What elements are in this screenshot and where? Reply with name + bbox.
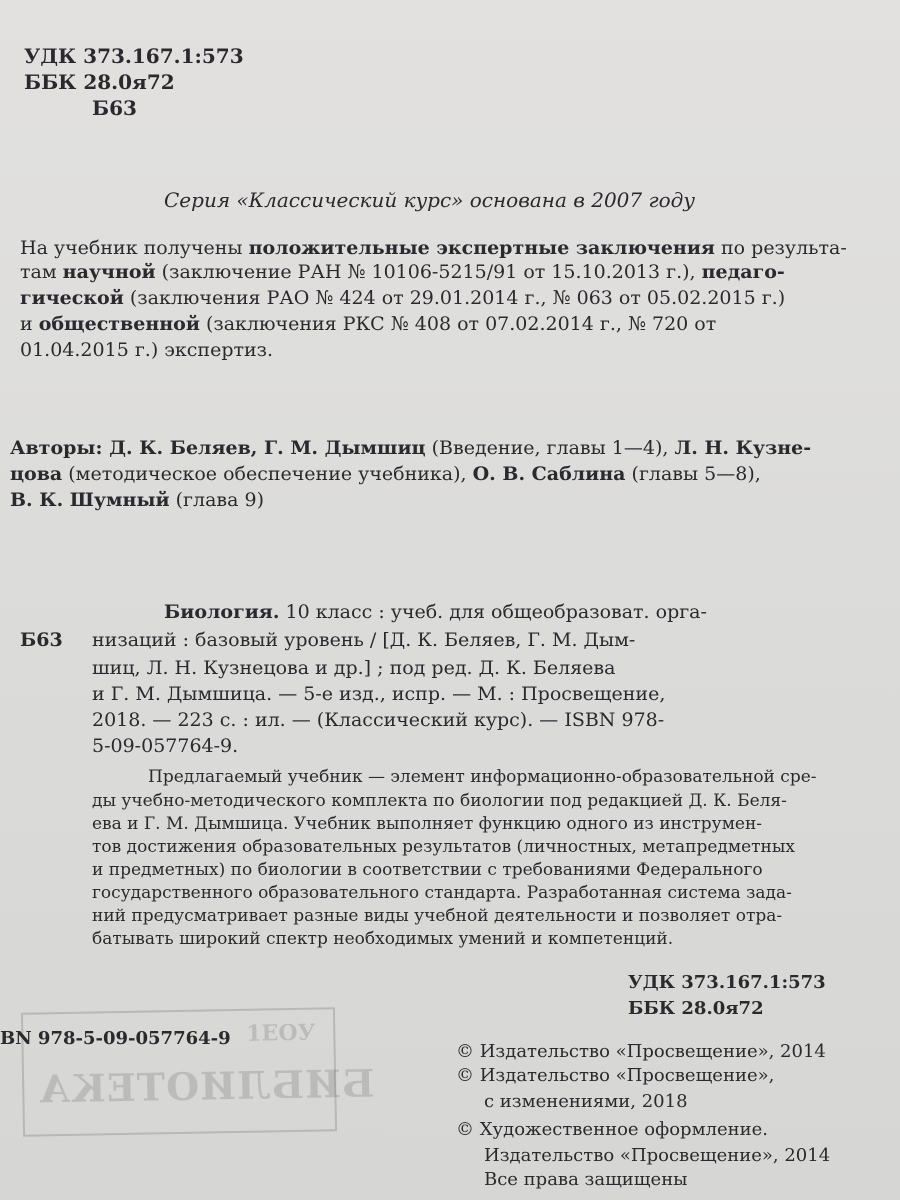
copyright-2: © Издательство «Просвещение», [456,1065,775,1086]
biblio-line-4: и Г. М. Дымшица. — 5-е изд., испр. — М. : Просвещение, [92,683,666,705]
biblio-line-2: низаций : базовый уровень / [Д. К. Беляев, Г. М. Дым- [92,629,636,651]
author-role: (Введение, главы 1—4), [425,437,675,459]
copyright-2-cont: с изменениями, 2018 [484,1091,688,1112]
biblio-line-6: 5-09-057764-9. [92,735,239,757]
expert-text: (заключения РКС № 408 от 07.02.2014 г., № 720 от [199,313,717,335]
authors-line-3 [10,488,264,512]
annotation-line-5: и предметных) по биологии в соответствии с требованиями Федерального [92,860,763,880]
expert-text: и [20,313,39,335]
expert-line-1 [20,236,847,260]
series-line: Серия «Классический курс» основана в 2007 году [164,188,695,212]
expert-bold: общественной [38,313,200,335]
author-sign-top: Б63 [92,96,137,120]
expert-line-2 [20,260,785,284]
isbn: BN 978-5-09-057764-9 [0,1028,231,1049]
biblio-line-3: шиц, Л. Н. Кузнецова и др.] ; под ред. Д. К. Беляева [92,657,616,679]
annotation-line-6: государственного образовательного стандарта. Разработанная система зада- [92,883,792,903]
author-role: (главы 5—8), [625,463,761,485]
annotation-line-1: Предлагаемый учебник — элемент информационно-образовательной сре- [148,767,817,787]
biblio-code: Б63 [20,629,63,651]
author-names: О. В. Саблина [472,463,626,485]
rights-reserved: Все права защищены [484,1169,688,1190]
annotation-line-4: тов достижения образовательных результатов (личностных, метапредметных [92,837,796,857]
udk-bottom: УДК 373.167.1:573 [628,972,826,993]
copyright-3: © Художественное оформление. [456,1119,769,1140]
expert-bold: педаго- [701,261,785,283]
annotation-line-8: батывать широкий спектр необходимых умений и компетенций. [92,929,674,949]
expert-text: На учебник получены [20,237,249,259]
annotation-line-2: ды учебно-методического комплекта по биологии под редакцией Д. К. Беля- [92,791,787,811]
copyright-1: © Издательство «Просвещение», 2014 [456,1041,826,1062]
book-title: Биология. [164,601,280,623]
copyright-3-cont: Издательство «Просвещение», 2014 [484,1145,831,1166]
expert-bold: положительные экспертные заключения [248,237,715,259]
bbk-bottom: ББК 28.0я72 [628,998,764,1019]
authors-label: Авторы: [10,437,103,459]
udk-top: УДК 373.167.1:573 [24,44,244,68]
library-stamp [21,1007,375,1136]
expert-bold: научной [62,261,156,283]
bbk-top: ББК 28.0я72 [24,70,175,94]
annotation-line-7: ний предусматривает разные виды учебной деятельности и позволяет отра- [92,906,783,926]
expert-text: там [20,261,63,283]
authors-line-2 [10,462,761,486]
author-names: В. К. Шумный [10,489,170,511]
expert-line-5: 01.04.2015 г.) экспертиз. [20,339,274,361]
expert-bold: гической [20,287,124,309]
expert-line-4 [20,312,716,336]
annotation-line-3: ева и Г. М. Дымшица. Учебник выполняет функцию одного из инструмен- [92,814,763,834]
author-names: Л. Н. Кузне- [674,437,812,459]
biblio-line-1 [164,600,707,624]
author-role: (глава 9) [169,489,264,511]
stamp-top-text: 1ЕОУ [246,1019,316,1047]
expert-line-3 [20,286,785,310]
author-role: (методическое обеспечение учебника), [62,463,473,485]
stamp-main-text: БИБЛИОТЕКА [37,1060,375,1112]
author-names: цова [10,463,63,485]
biblio-line-5: 2018. — 223 с. : ил. — (Классический курс). — ISBN 978- [92,709,665,731]
authors-line-1 [10,436,811,460]
expert-text: (заключения РАО № 424 от 29.01.2014 г., № 063 от 05.02.2015 г.) [123,287,786,309]
expert-text: по результа- [714,237,847,259]
biblio-text: 10 класс : учеб. для общеобразоват. орга- [279,601,707,623]
author-names: Д. К. Беляев, Г. М. Дымшиц [102,437,426,459]
expert-text: (заключение РАН № 10106-5215/91 от 15.10.2013 г.), [155,261,702,283]
